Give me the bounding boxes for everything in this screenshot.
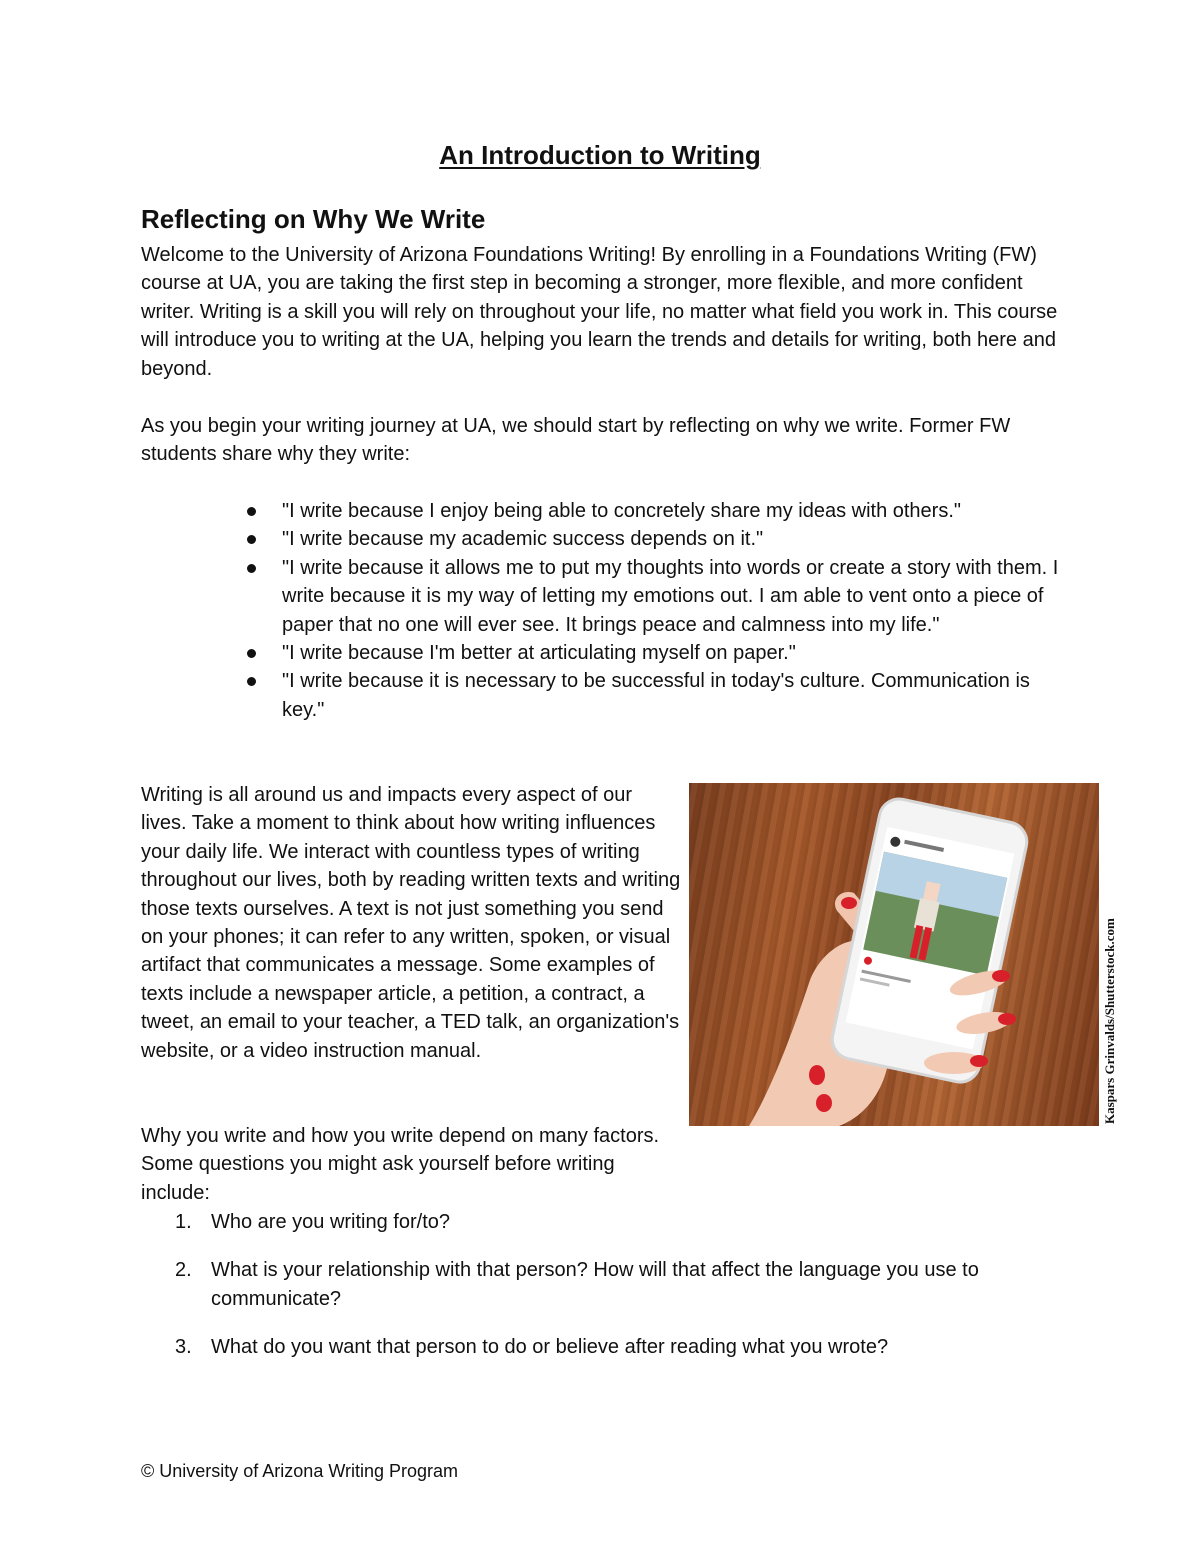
- questions-intro: Why you write and how you write depend on many factors. Some questions you might ask yourself before writing include:: [141, 1125, 660, 1204]
- list-number: 3.: [175, 1336, 192, 1359]
- list-item: "I write because I'm better at articulating myself on paper.": [282, 639, 1072, 667]
- reflect-paragraph: As you begin your writing journey at UA, we should start by reflecting on why we write. Former FW students share why they write:: [141, 415, 1011, 466]
- list-item: [175, 1333, 1071, 1361]
- list-number: 2.: [175, 1259, 192, 1282]
- intro-paragraph: Welcome to the University of Arizona Foundations Writing! By enrolling in a Foundations Writing (FW) course at UA, you are taking the first step in becoming a stronger, more flexible, and more confident writer. Writing is a skill you will rely on throughout your life, no matter what field you work in. This course will introduce you to writing at the UA, helping you learn the trends and details for writing, both here and beyond.: [141, 244, 1058, 380]
- question-text: What is your relationship with that person? How will that affect the language you use to communicate?: [211, 1259, 979, 1310]
- writing-around-paragraph: Writing is all around us and impacts every aspect of our lives. Take a moment to think about how writing influences your daily life. We interact with countless types of writing throughout our lives, both by reading written texts and writing those texts ourselves. A text is not just something you send on your phones; it can refer to any written, spoken, or visual artifact that communicates a message. Some examples of texts include a newspaper article, a petition, a contract, a tweet, an email to your teacher, a TED talk, an organization's website, or a video instruction manual.: [141, 784, 681, 1062]
- list-item: [175, 1256, 1071, 1313]
- section-heading: Reflecting on Why We Write: [141, 204, 486, 234]
- list-item: [175, 1208, 1071, 1236]
- question-text: What do you want that person to do or believe after reading what you wrote?: [211, 1336, 889, 1359]
- list-item: "I write because it allows me to put my thoughts into words or create a story with them. I write because it is my way of letting my emotions out. I am able to vent onto a piece of paper that no one will ever see. It brings peace and calmness into my life.": [282, 554, 1072, 639]
- student-quotes-list: [282, 497, 1072, 724]
- footer-copyright: © University of Arizona Writing Program: [141, 1461, 459, 1481]
- questions-list: [175, 1208, 1071, 1382]
- list-item: "I write because it is necessary to be successful in today's culture. Communication is key.": [282, 667, 1072, 724]
- page-title: An Introduction to Writing: [439, 140, 761, 170]
- list-number: 1.: [175, 1211, 192, 1233]
- question-text: Who are you writing for/to?: [211, 1211, 450, 1233]
- photo-credit: Kaspars Grinvalds/Shutterstock.com: [1102, 918, 1117, 1124]
- list-item: "I write because I enjoy being able to concretely share my ideas with others.": [282, 497, 1072, 525]
- smartphone-photo: [689, 783, 1099, 1126]
- list-item: "I write because my academic success depends on it.": [282, 525, 1072, 553]
